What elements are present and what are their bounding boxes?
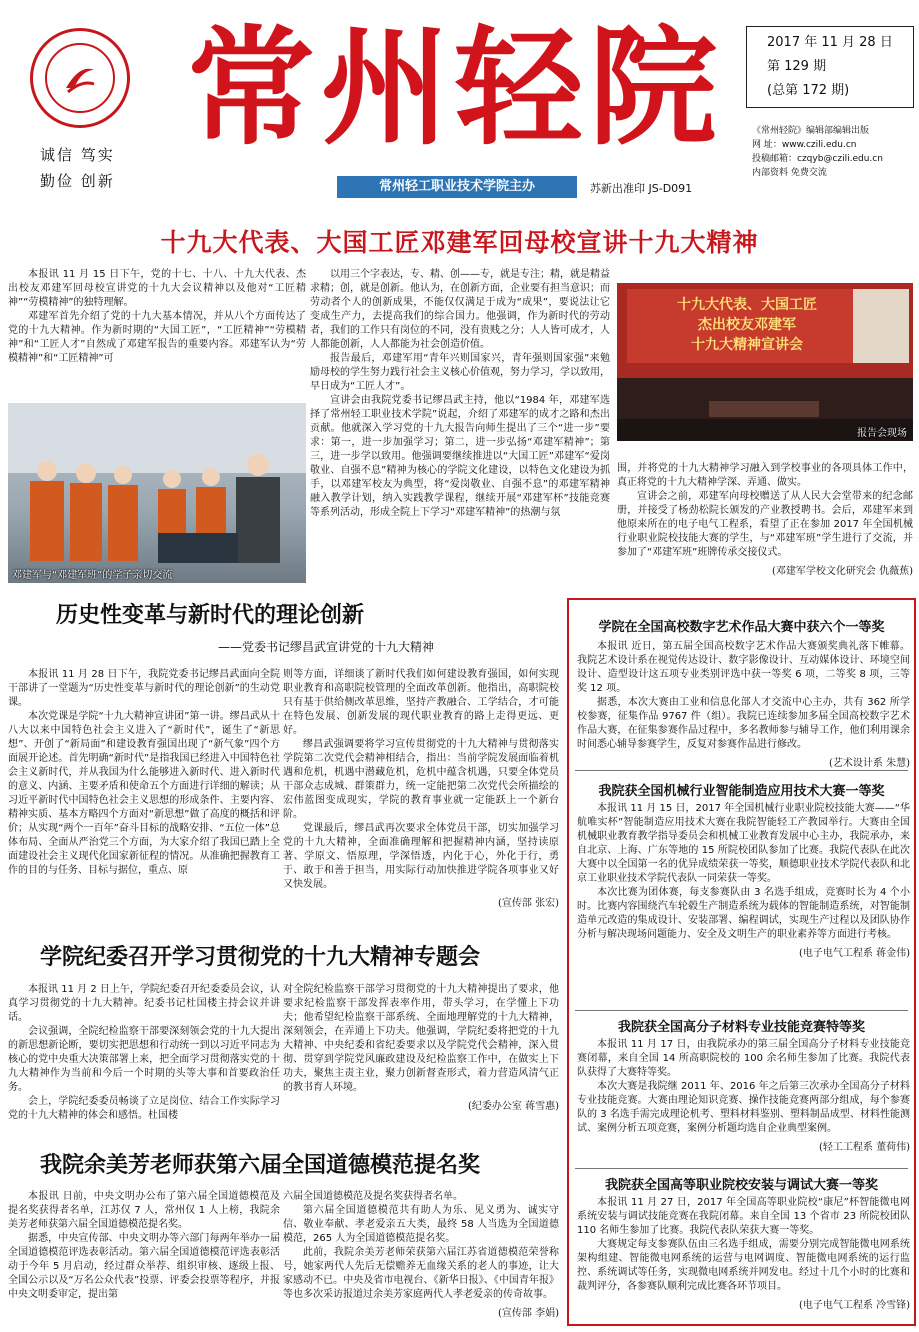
article3-column-1: 本报讯 11 月 2 日上午，学院纪委召开纪委委员会议，认真学习贯彻党的十九大精神。纪委书记杜国楼主持会议并讲话。 会议强调，全院纪检监察干部要深刻领会党的十九大提出的新思想新论断，要切实把思想和行动统一到以习近平同志为核心的党中央重大决策部署上来，把全面学习贯彻落实党的十九大精神作为当前和今后一个时期的头等大事和首要政治任务。 会上，学院纪委委员畅谈了立足岗位、结合工作实际学习党的十九大精神的体会和感悟。杜国楼 <box>8 984 280 1121</box>
sponsor-banner: 常州轻工职业技术学院主办 <box>337 176 577 198</box>
byline: (宣传部 张宏) <box>498 898 559 909</box>
newspaper-title: 常州轻院 <box>186 13 723 163</box>
lead-column-3: 围，并将党的十九大精神学习融入到学校事业的各项具体工作中，真正将党的十九大精神学深、弄通、做实。 宣讲会之前，邓建军向母校赠送了从人民大会堂带来的纪念邮册，并接受了杨劲松院长颁发的产业教授聘书。会后，邓建军来到他原来所在的电子电气工程系，看望了正在参加 2017 年全国机械行业职业院校技能大赛的学生，与“邓建军班”学生进行了交流，并参加了“邓建军班”班牌传承交接仪式。 (邓建军学校文化研究会 仇薇蕉) <box>617 463 913 577</box>
byline: (邓建军学校文化研究会 仇薇蕉) <box>772 566 913 577</box>
issue-number: 第 129 期 <box>767 59 827 74</box>
article-title: 历史性变革与新时代的理论创新 <box>56 603 365 628</box>
sidebar-news-box <box>567 598 916 1326</box>
publication-info: 《常州轻院》编辑部编辑出版 网 址：www.czili.edu.cn 投稿邮箱：czqyb@czili.edu.cn 内部资料 免费交流 <box>752 124 916 180</box>
byline: (电子电气工程系 蒋金伟) <box>799 948 910 959</box>
lead-photo-hall <box>617 283 913 441</box>
photo-caption: 报告会现场 <box>857 428 907 439</box>
byline: (纪委办公室 蒋雪惠) <box>468 1101 559 1112</box>
lead-photo-students <box>8 403 306 583</box>
divider <box>575 1010 908 1011</box>
lead-column-1: 本报讯 11 月 15 日下午，党的十七、十八、十九大代表、杰出校友邓建军回母校宣讲党的十九大会议精神以及他对“工匠精神”“劳模精神”的独特理解。 邓建军首先介绍了党的十九大基本情况，并从八个方面传达了党的十九大精神。作为新时期的“大国工匠”，“工匠精神”“劳模精神”和“工匠人才”自然成了邓建军报告的重要内容。邓建军认为“劳模精神”和“工匠精神”可 <box>8 269 306 364</box>
sidebar-article-4: 本报讯 11 月 27 日，2017 年全国高等职业院校“康尼”杯智能微电网系统安装与调试技能竞赛在我院闭幕。来自全国 13 个省市 23 所院校团队 110 名师生参加了比赛。我院代表队荣获大赛一等奖。 大赛规定每支参赛队伍由三名选手组成，需要分别完成智能微电网系统架构组建、智能微电网系统的运营与电网调度、智能微电网系统的运行监控、系统调试等任务，实现微电网系统并网发电。经过十几个小时的比赛和裁判评分，各参赛队顺利完成比赛各环节项目。 (电子电气工程系 冷雪锋) <box>577 1197 910 1311</box>
photo-caption: 邓建军与“邓建军班”的学子亲切交流 <box>12 570 173 581</box>
students-photo-icon <box>8 403 306 583</box>
publication-permit: 苏新出准印 JS-D091 <box>590 182 693 195</box>
byline: (电子电气工程系 冷雪锋) <box>799 1300 910 1311</box>
school-motto: 诚信 笃实 勤俭 创新 <box>40 146 115 190</box>
article-title: 我院余美芳老师获第六届全国道德模范提名奖 <box>40 1153 481 1178</box>
article4-column-1: 本报讯 日前，中央文明办公布了第六届全国道德模范及提名奖获得者名单，江苏仅 7 人，常州仅 1 人上榜，我院余美芳老师获第六届全国道德模范提名奖。 据悉，中央宣传部、中央文明办等六部门每两年举办一届全国道德模范评选表彰活动。第六届全国道德模范评选表彰活动于今年 5 月启动，经过群众举荐、组织审核、逐级上报、全国公示以及“万名公众代表”投票、评委会投票等程序，并报中央文明委审定，提出第 <box>8 1191 280 1300</box>
divider <box>575 770 908 771</box>
byline: (宣传部 李娟) <box>498 1308 559 1319</box>
byline: (艺术设计系 朱慧) <box>829 758 910 769</box>
article3-column-2: 对全院纪检监察干部学习贯彻党的十九大精神提出了要求，他要求纪检监察干部发挥表率作用，带头学习，在学懂上下功夫；他希望纪检监察干部系统、全面地理解党的十九大精神，深刻领会，在弄通上下功夫。他强调，学院纪委将把党的十九大精神、中央纪委和省纪委要求以及学院党代会精神，深入贯彻、贯穿到学院党风廉政建设及纪检监察工作中，在做实上下功夫，聚焦主责主业，聚力创新督查形式，着力营造风清气正的教书育人环境。 (纪委办公室 蒋雪惠) <box>283 984 559 1112</box>
article-subtitle: ——党委书记缪昌武宣讲党的十九大精神 <box>218 640 435 654</box>
sidebar-headline: 我院获全国高分子材料专业技能竞赛特等奖 <box>617 1020 865 1035</box>
issue-box <box>746 26 914 108</box>
lead-headline: 十九大代表、大国工匠邓建军回母校宣讲十九大精神 <box>160 228 759 257</box>
issue-date: 2017 年 11 月 28 日 <box>767 35 893 50</box>
article2-column-1: 本报讯 11 月 28 日下午，我院党委书记缪昌武面向全院干部讲了一堂题为“历史性变革与新时代的理论创新”的生动党课。 本次党课是学院“十九大精神宣讲团”第一讲。缪昌武从十八大以来中国特色社会主义进入了“新时代”，诞生了“新思想”、开创了“新局面”和建设教育强国出现了“新气象”四个方面展开论述。首先明确“新时代”是指我国已经进入中国特色社会主义新时代，并从我国为什么能够进入新时代、进入新时代的意义、内涵、主要矛盾和使命五个方面进行详细的解读；从习近平新时代中国特色社会主义思想的形成条件、主要内容、精神实质、基本方略四个方面对“新思想”做了高度的概括和评价；从实现“两个一百年”奋斗目标的战略安排、“五位一体”总体布局、全面从严治党三个方面，为大家介绍了我国已踏上全面建设社会主义现代化国家新征程的情况。从准确把握教育工作的目的与任务、目标与据位，重点、原 <box>8 669 280 876</box>
hall-banner-text: 十九大代表、大国工匠 杰出校友邓建军 十九大精神宣讲会 <box>677 297 817 353</box>
divider <box>575 1168 908 1169</box>
sidebar-article-2: 本报讯 11 月 15 日，2017 年全国机械行业职业院校技能大赛——“华航唯实杯”智能制造应用技术大赛在我院智能轻工产教园举行。大赛由全国机械职业教育教学指导委员会和机械工业教育发展中心主办，我院承办，来自北京、上海、广东等地的 15 所院校团队参加了比赛。我院代表队在此次大赛中以全国第一名的优异成绩荣获一等奖，顺德职业技术学院代表队和北京工业职业技术学院代表队一同荣获一等奖。 本次比赛为团体赛，每支参赛队由 3 名选手组成，竞赛时长为 4 个小时。比赛内容围绕汽车轮毂生产制造系统为载体的智能制造系统，对智能制造单元改造的集成设计、安装部署、编程调试，实现生产过程以及团队协作分析与解决现场问题能力、安全及文明生产的职业素养等方面进行考核。 (电子电气工程系 蒋金伟) <box>577 803 910 959</box>
byline: (轻工工程系 董荷伟) <box>819 1142 910 1153</box>
sidebar-headline: 学院在全国高校数字艺术作品大赛中获六个一等奖 <box>598 620 885 635</box>
email-link[interactable]: 投稿邮箱：czqyb@czili.edu.cn <box>752 154 883 164</box>
school-logo <box>30 28 130 128</box>
sidebar-headline: 我院获全国高等职业院校安装与调试大赛一等奖 <box>604 1178 878 1193</box>
article4-column-2: 六届全国道德模范及提名奖获得者名单。 第六届全国道德模范共有助人为乐、见义勇为、诚实守信、敬业奉献、孝老爱亲五大类，最终 58 人当选为全国道德模范，265 人为全国道德模范提名奖。 此前，我院余美芳老师荣获第六届江苏省道德模范荣誉称号，她家两代人先后无偿赡养无血缘关系的老人的事迹，让大家感动不已。中央及省市电视台、《新华日报》、《中国青年报》等也多次采访报道过余美芳家庭两代人孝老爱亲的传奇故事。 (宣传部 李娟) <box>283 1191 559 1319</box>
logo-swoosh-icon <box>60 58 100 98</box>
lead-column-2: 以用三个字表达，专、精、创——专，就是专注；精，就是精益求精；创，就是创新。他认为，在创新方面，企业要有担当意识；而劳动者个人的创新成果，不能仅仅满足于成为“成果”，要说法让它变成生产力，去提高我们的综合国力。他强调，作为新时代的劳动者，我们的工作只有岗位的不同，没有贵贱之分；人人皆可成才，人人都能创新，人人都能为社会创造价值。 报告最后，邓建军用“青年兴则国家兴，青年强则国家强”来勉励母校的学生努力践行社会主义核心价值观，努力学习，学以致用，早日成为“工匠人才”。 宣讲会由我院党委书记缪昌武主持，他以“1984 年，邓建军选择了常州轻工职业技术学院”说起，介绍了邓建军的成才之路和杰出贡献。他就深入学习党的十九大报告向师生提出了三个“进一步”要求：第一，进一步加强学习；第二，进一步弘扬“邓建军精神”；第三，进一步学以致用。他强调要继续推进以“大国工匠”邓建军“爱岗敬业、自强不息”精神为核心的学院文化建设，以特色文化建设为抓手，以邓建军校友为典型，将“爱岗敬业、自强不息”的邓建军精神融入教学计划，纳入实践教学课程，继续开展“邓建军杯”技能竞赛等系列活动，形成全院上下学习“邓建军精神”的热潮与氛 <box>310 269 610 518</box>
issue-total: (总第 172 期) <box>767 83 850 98</box>
article-title: 学院纪委召开学习贯彻党的十九大精神专题会 <box>40 945 481 970</box>
sidebar-headline: 我院获全国机械行业智能制造应用技术大赛一等奖 <box>598 784 885 799</box>
article2-column-2: 则等方面，详细谈了新时代我们如何建设教育强国，如何实现职业教育和高职院校管理的全面改革创新。他指出，高职院校只有基于供给侧改革思维，坚持产教融合、工学结合，才可能在特色发展、创新发展的现代职业教育的路上走得更远、更好。 缪昌武强调要将学习宣传贯彻党的十九大精神与贯彻落实学院第二次党代会精神相结合，指出：当前学院发展面临着机遇和危机，机遇中潜藏危机，危机中蕴含机遇，只要全体党员干部众志成城、群策群力，统一定能把第二次党代会所描绘的宏伟蓝图变成现实，学院的教育事业就一定能跃上一个新台阶。 党课最后，缪昌武再次要求全体党员干部，切实加强学习党的十九大精神，全面准确理解和把握精神内涵，坚持读原著、学原文、悟原理，学深悟透，内化于心，外化于行，勇于、敢于和善于担当，用实际行动加快推进学院各项事业又好又快发展。 (宣传部 张宏) <box>283 669 559 909</box>
website-link[interactable]: 网 址：www.czili.edu.cn <box>752 140 857 150</box>
masthead <box>0 0 919 205</box>
sidebar-article-3: 本报讯 11 月 17 日，由我院承办的第三届全国高分子材料专业技能竞赛闭幕，来自全国 14 所高职院校的 100 余名师生参加了比赛。我院代表队获得了大赛特等奖。 本次大赛是我院继 2011 年、2016 年之后第三次承办全国高分子材料专业技能竞赛。大赛由理论知识竞赛、操作技能竞赛两部分组成，每个参赛队的 3 名选手需完成理论机考、塑料材料鉴别、塑料制品成型、材料性能测试、案例分析五项竞赛，案例分析题均选自企业典型案例。 (轻工工程系 董荷伟) <box>577 1039 910 1153</box>
sidebar-article-1: 本报讯 近日，第五届全国高校数字艺术作品大赛颁奖典礼落下帷幕。我院艺术设计系在视觉传达设计、数字影像设计、互动媒体设计、环境空间设计、造型设计这五项专业类别评选中获一等奖 6 项，二等奖 8 项，三等奖 12 项。 据悉，本次大赛由工业和信息化部人才交流中心主办，共有 362 所学校参赛，征集作品 9767 件（组）。我院已连续参加多届全国高校数字艺术作品大赛，在征集参赛作品过程中，多名教师参与辅导工作，他们利用课余时间悉心辅导参赛学生，反复对参赛作品进行修改。 (艺术设计系 朱慧) <box>577 641 910 769</box>
